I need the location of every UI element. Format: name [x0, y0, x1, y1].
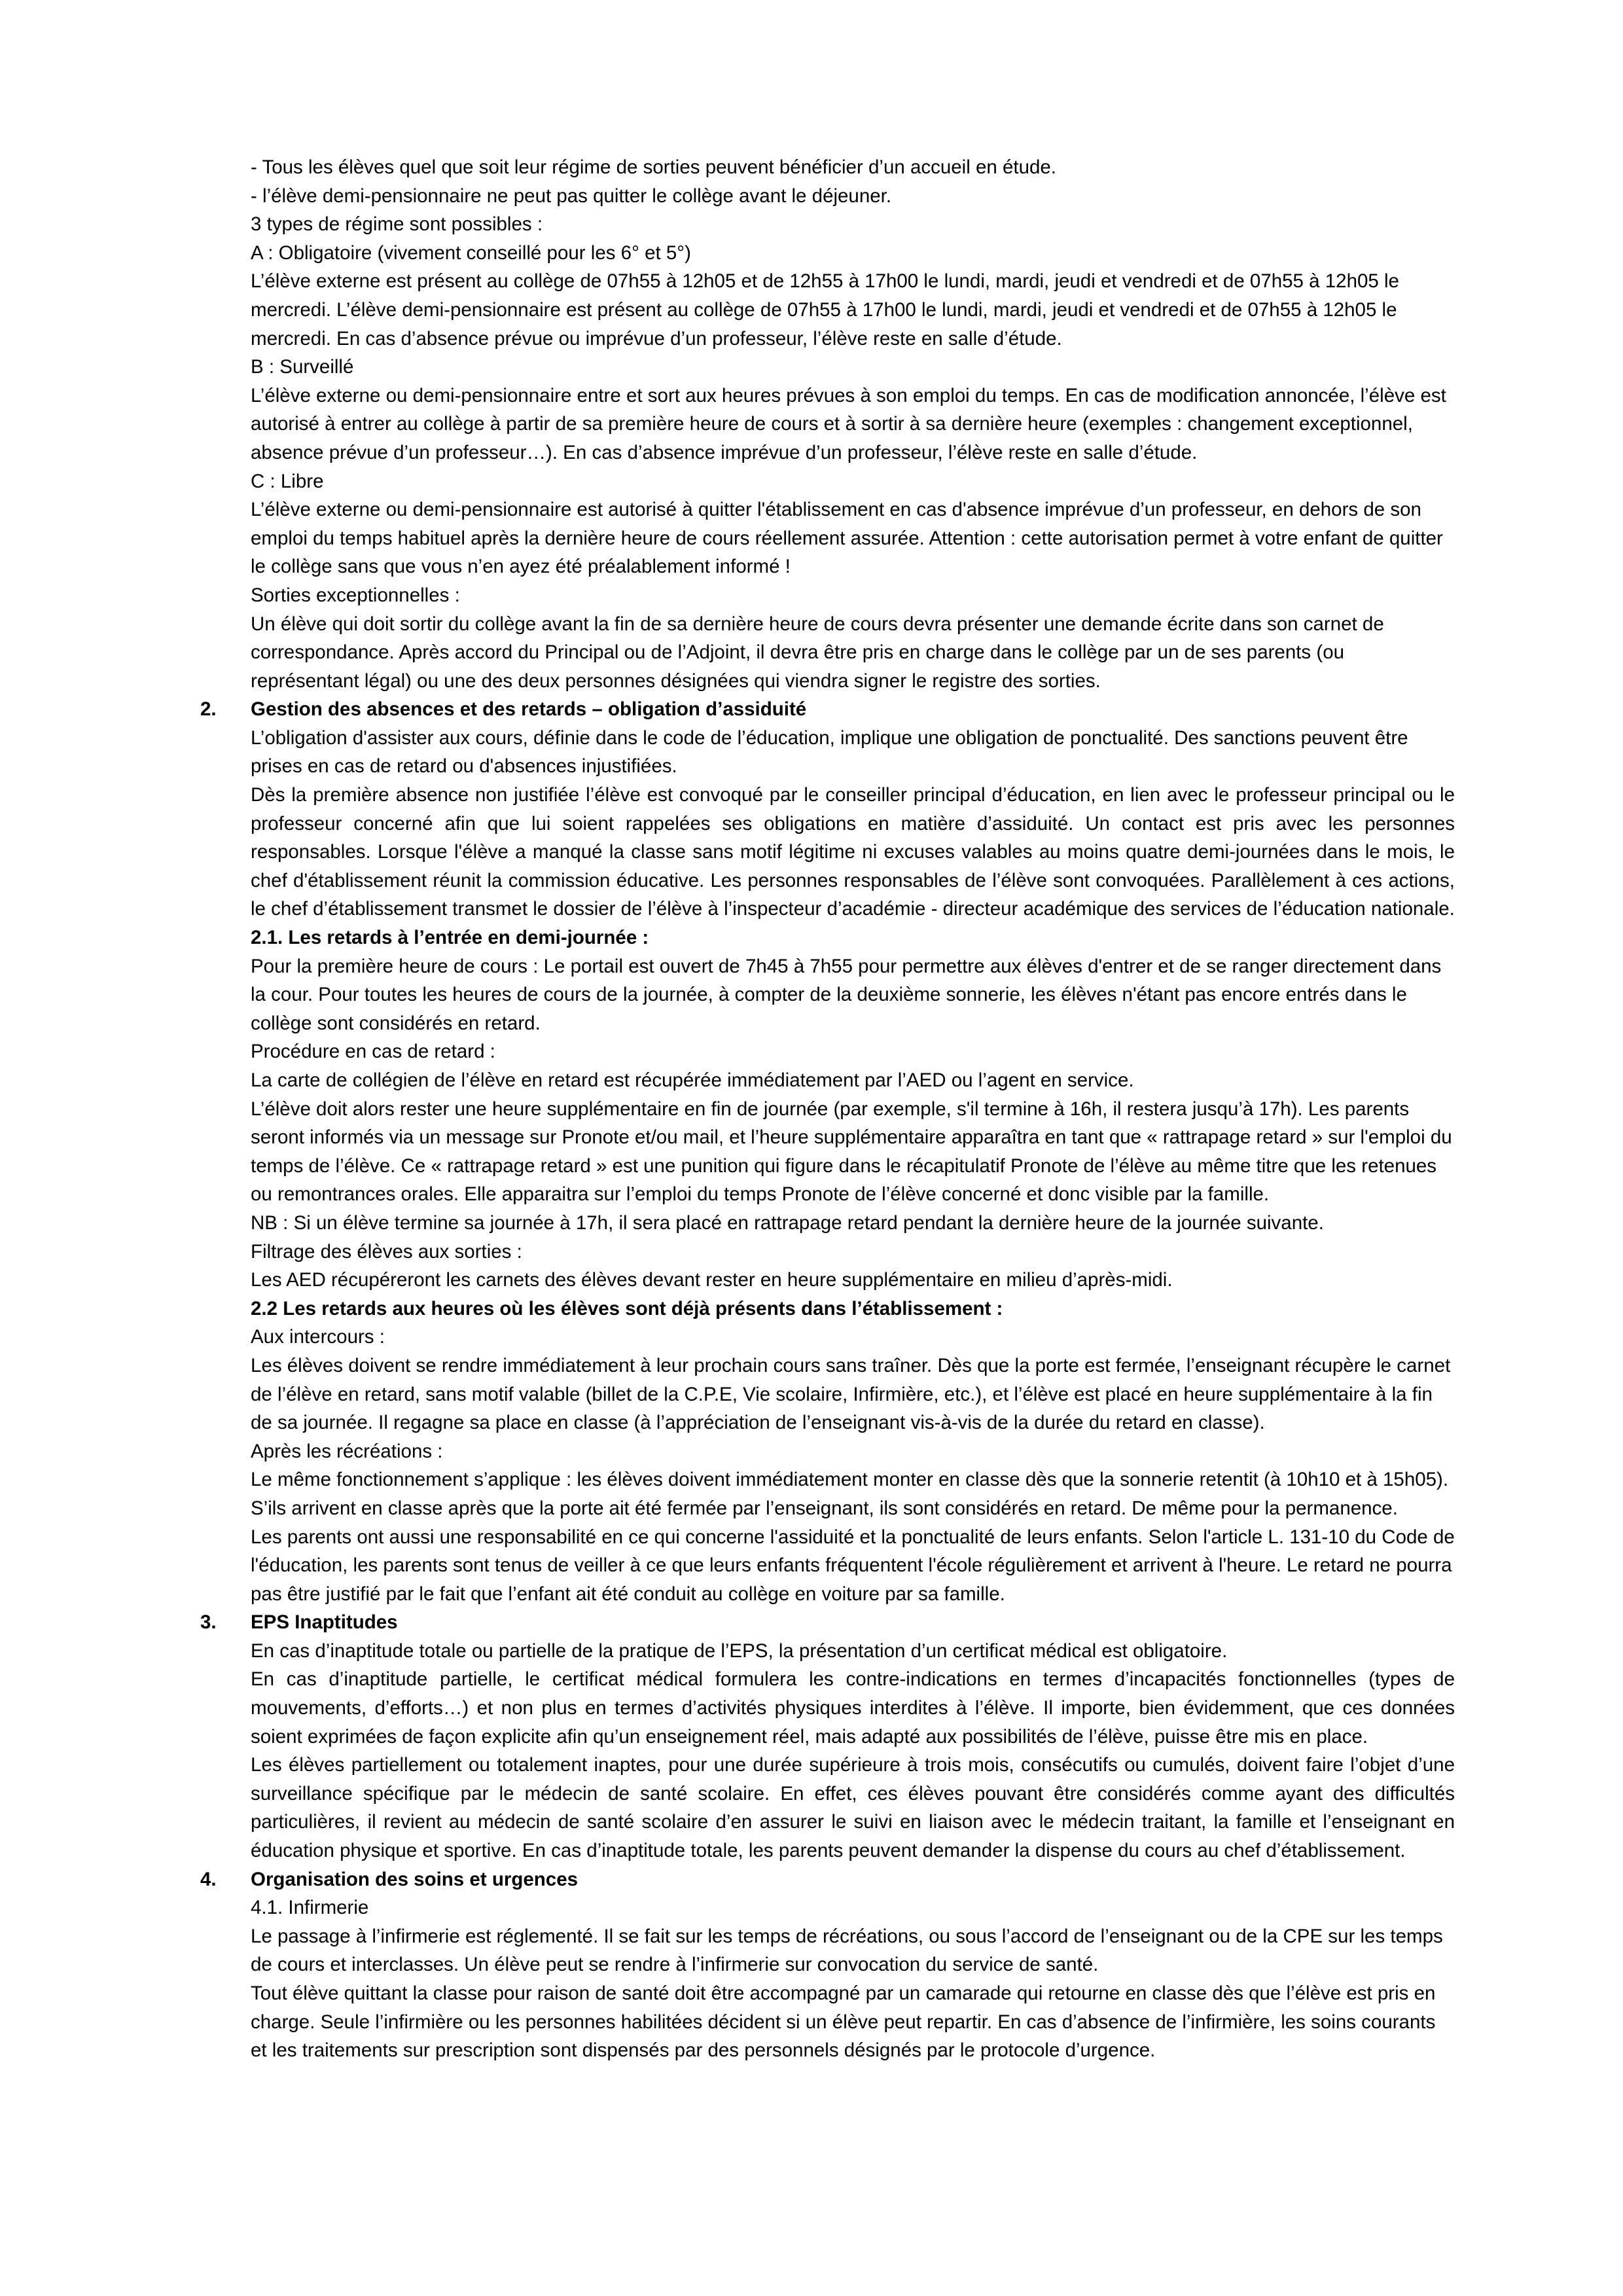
section-number: 4. [200, 1868, 217, 1890]
paragraph: Pour la première heure de cours : Le portail est ouvert de 7h45 à 7h55 pour permettre aux élèves d'entrer et de se ranger directement dans la cour. Pour toutes les heures de cours de la journée, à compter de la deuxième sonnerie, les élèves n'étant pas encore entrés dans le collège sont considérés en retard. [251, 955, 1442, 1034]
paragraph: L’élève externe ou demi-pensionnaire est autorisé à quitter l'établissement en cas d'absence imprévue d’un professeur, en dehors de son emploi du temps habituel après la dernière heure de cours réellement assurée. Attention : cette autorisation permet à votre enfant de quitter le collège sans que vous n’en ayez été préalablement informé ! [251, 499, 1443, 578]
paragraph: NB : Si un élève termine sa journée à 17h, il sera placé en rattrapage retard pendant la dernière heure de la journée suivante. [251, 1211, 1324, 1234]
paragraph: L’élève externe ou demi-pensionnaire entre et sort aux heures prévues à son emploi du temps. En cas de modification annoncée, l’élève est autorisé à entrer au collège à partir de sa première heure de cours et à sortir à sa dernière heure (exemples : changement exceptionnel, absence prévue d’un professeur…). En cas d’absence imprévue d’un professeur, l’élève reste en salle d’étude. [251, 384, 1446, 463]
paragraph: Le passage à l’infirmerie est réglementé. Il se fait sur les temps de récréations, ou sous l’accord de l’enseignant ou de la CPE sur les temps de cours et interclasses. Un élève peut se rendre à l’infirmerie sur convocation du service de santé. [251, 1925, 1443, 1976]
paragraph: Un élève qui doit sortir du collège avant la fin de sa dernière heure de cours devra présenter une demande écrite dans son carnet de correspondance. Après accord du Principal ou de l’Adjoint, il devra être pris en charge dans le collège par un de ses parents (ou représentant légal) ou une des deux personnes désignées qui viendra signer le registre des sorties. [251, 613, 1384, 692]
paragraph: Les élèves doivent se rendre immédiatement à leur prochain cours sans traîner. Dès que la porte est fermée, l’enseignant récupère le carnet de l’élève en retard, sans motif valable (billet de la C.P.E, Vie scolaire, Infirmière, etc.), et l’élève est placé en heure supplémentaire à la fin de sa journée. Il regagne sa place en classe (à l’appréciation de l’enseignant vis-à-vis de la durée du retard en classe). [251, 1354, 1451, 1434]
paragraph: La carte de collégien de l’élève en retard est récupérée immédiatement par l’AED ou l’agent en service. [251, 1069, 1134, 1091]
subheading: Aux intercours : [251, 1326, 385, 1348]
subsection-title: 2.1. Les retards à l’entrée en demi-journée : [251, 927, 649, 949]
paragraph: - Tous les élèves quel que soit leur régime de sorties peuvent bénéficier d’un accueil en étude. [251, 156, 1057, 178]
section-title: EPS Inaptitudes [251, 1611, 398, 1634]
subheading: Après les récréations : [251, 1440, 443, 1462]
paragraph: Le même fonctionnement s’applique : les élèves doivent immédiatement monter en classe dès que la sonnerie retentit (à 10h10 et à 15h05). S’ils arrivent en classe après que la porte ait été fermée par l’enseignant, ils sont considérés en retard. De même pour la permanence. [251, 1469, 1449, 1519]
paragraph: Dès la première absence non justifiée l’élève est convoqué par le conseiller principal d’éducation, en lien avec le professeur principal ou le professeur concerné afin que lui soient rappelées ses obligations en matière d’assiduité. Un contact est pris avec les personnes responsables. Lorsque l'élève a manqué la classe sans motif légitime ni excuses valables au moins quatre demi-journées dans le mois, le chef d'établissement réunit la commission éducative. Les personnes responsables de l’élève sont convoquées. Parallèlement à ces actions, le chef d’établissement transmet le dossier de l’élève à l’inspecteur d’académie - directeur académique des services de l’éducation nationale. [251, 784, 1455, 920]
subheading: C : Libre [251, 470, 324, 492]
section-title: Gestion des absences et des retards – obligation d’assiduité [251, 698, 807, 721]
paragraph: 3 types de régime sont possibles : [251, 213, 543, 236]
subheading: Procédure en cas de retard : [251, 1041, 495, 1063]
paragraph: L’obligation d'assister aux cours, définie dans le code de l’éducation, implique une obligation de ponctualité. Des sanctions peuvent être prises en cas de retard ou d'absences injustifiées. [251, 726, 1408, 778]
section-title: Organisation des soins et urgences [251, 1868, 579, 1890]
paragraph: Tout élève quittant la classe pour raison de santé doit être accompagné par un camarade qui retourne en classe dès que l’élève est pris en charge. Seule l’infirmière ou les personnes habilitées décident si un élève peut repartir. En cas d’absence de l’infirmière, les soins courants et les traitements sur prescription sont dispensés par des personnels désignés par le protocole d’urgence. [251, 1982, 1436, 2062]
section-number: 2. [200, 698, 217, 721]
paragraph: Les AED récupéreront les carnets des élèves devant rester en heure supplémentaire en milieu d’après-midi. [251, 1269, 1173, 1291]
paragraph: En cas d’inaptitude totale ou partielle de la pratique de l’EPS, la présentation d’un certificat médical est obligatoire. [251, 1640, 1228, 1662]
subheading: B : Surveillé [251, 356, 354, 378]
subheading: Sorties exceptionnelles : [251, 584, 460, 606]
paragraph: L’élève externe est présent au collège de 07h55 à 12h05 et de 12h55 à 17h00 le lundi, mardi, jeudi et vendredi et de 07h55 à 12h05 le mercredi. L’élève demi-pensionnaire est présent au collège de 07h55 à 17h00 le lundi, mardi, jeudi et vendredi et de 07h55 à 12h05 le mercredi. En cas d’absence prévue ou imprévue d’un professeur, l’élève reste en salle d’étude. [251, 270, 1399, 350]
subheading: A : Obligatoire (vivement conseillé pour les 6° et 5°) [251, 242, 691, 264]
section-heading-4 [200, 1865, 1455, 1894]
subheading: Filtrage des élèves aux sorties : [251, 1240, 522, 1263]
paragraph: En cas d’inaptitude partielle, le certificat médical formulera les contre-indications en termes d’incapacités fonctionnelles (types de mouvements, d’efforts…) et non plus en termes d’activités physiques interdites à l’élève. Il importe, bien évidemment, que ces données soient exprimées de façon explicite afin qu’un enseignement réel, mais adapté aux possibilités de l’élève, puisse être mis en place. [251, 1668, 1455, 1748]
paragraph: Les élèves partiellement ou totalement inaptes, pour une durée supérieure à trois mois, consécutifs ou cumulés, doivent faire l’objet d’une surveillance spécifique par le médecin de santé scolaire. En effet, ces élèves pouvant être considérés comme ayant des difficultés particulières, il revient au médecin de santé scolaire d’en assurer le suivi en liaison avec le médecin traitant, la famille et l’enseignant en éducation physique et sportive. En cas d’inaptitude totale, les parents peuvent demander la dispense du cours au chef d’établissement. [251, 1754, 1455, 1862]
subsection-title: 4.1. Infirmerie [251, 1897, 369, 1919]
section-heading-3 [200, 1608, 1455, 1637]
paragraph: - l’élève demi-pensionnaire ne peut pas quitter le collège avant le déjeuner. [251, 185, 892, 207]
subsection-title: 2.2 Les retards aux heures où les élèves sont déjà présents dans l’établissement : [251, 1297, 1003, 1319]
section-number: 3. [200, 1611, 217, 1634]
document-body [200, 153, 1455, 2065]
paragraph: L’élève doit alors rester une heure supplémentaire en fin de journée (par exemple, s'il termine à 16h, il restera jusqu’à 17h). Les parents seront informés via un message sur Pronote et/ou mail, et l’heure supplémentaire apparaîtra en tant que « rattrapage retard » sur l'emploi du temps de l’élève. Ce « rattrapage retard » est une punition qui figure dans le récapitulatif Pronote de l’élève au même titre que les retenues ou remontrances orales. Elle apparaitra sur l’emploi du temps Pronote de l’élève concerné et donc visible par la famille. [251, 1098, 1452, 1206]
paragraph: Les parents ont aussi une responsabilité en ce qui concerne l'assiduité et la ponctualité de leurs enfants. Selon l'article L. 131-10 du Code de l'éducation, les parents sont tenus de veiller à ce que leurs enfants fréquentent l'école régulièrement et arrivent à l'heure. Le retard ne pourra pas être justifié par le fait que l’enfant ait été conduit au collège en voiture par sa famille. [251, 1526, 1455, 1605]
section-heading-2 [200, 695, 1455, 724]
